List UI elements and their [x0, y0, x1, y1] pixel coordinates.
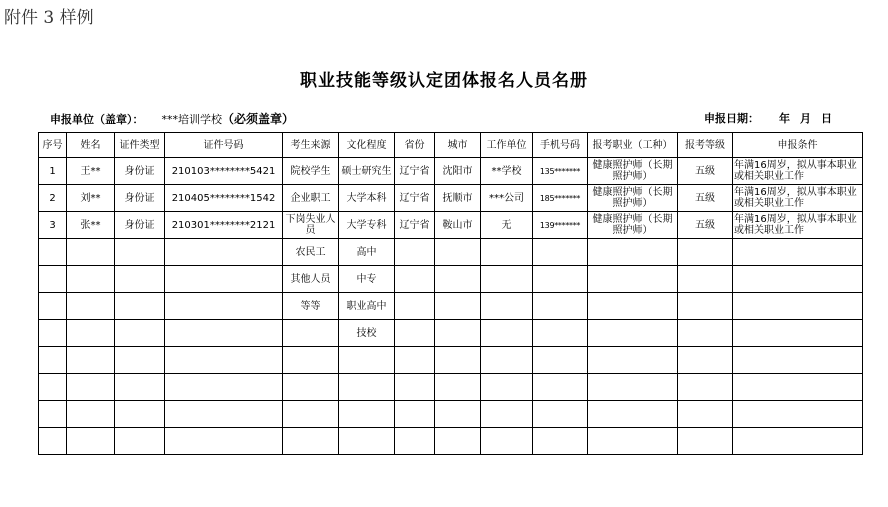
col-header: 序号	[39, 133, 67, 158]
date-day: 日	[821, 112, 832, 125]
col-header: 工作单位	[481, 133, 533, 158]
table-cell: 身份证	[115, 185, 165, 212]
table-row	[39, 158, 863, 185]
table-cell: 身份证	[115, 212, 165, 239]
table-row	[39, 401, 863, 428]
applicant-unit-row	[50, 110, 294, 127]
table-row	[39, 266, 863, 293]
table-cell: 无	[481, 212, 533, 239]
table-cell: 身份证	[115, 158, 165, 185]
date-label: 申报日期：	[704, 112, 759, 125]
education-option: 技校	[339, 320, 395, 347]
table-cell: 年满16周岁，拟从事本职业或相关职业工作	[733, 185, 863, 212]
table-cell: 鞍山市	[435, 212, 481, 239]
table-cell: **学校	[481, 158, 533, 185]
table-cell: 210103********5421	[165, 158, 283, 185]
col-header: 报考职业（工种）	[588, 133, 678, 158]
table-cell: 年满16周岁，拟从事本职业或相关职业工作	[733, 158, 863, 185]
table-row	[39, 293, 863, 320]
table-cell: 五级	[678, 158, 733, 185]
col-header: 手机号码	[533, 133, 588, 158]
source-option: 农民工	[283, 239, 339, 266]
source-option	[283, 320, 339, 347]
table-row	[39, 374, 863, 401]
table-cell: 辽宁省	[395, 158, 435, 185]
registration-table	[38, 132, 863, 455]
table-cell: 下岗失业人员	[283, 212, 339, 239]
table-cell: 辽宁省	[395, 185, 435, 212]
table-cell: 健康照护师（长期照护师）	[588, 158, 678, 185]
table-cell: 1	[39, 158, 67, 185]
table-cell: 大学专科	[339, 212, 395, 239]
table-row	[39, 212, 863, 239]
table-cell: 2	[39, 185, 67, 212]
table-cell: 185*******	[533, 185, 588, 212]
table-row	[39, 428, 863, 455]
education-option: 高中	[339, 239, 395, 266]
col-header: 考生来源	[283, 133, 339, 158]
date-month: 月	[800, 112, 811, 125]
source-option: 其他人员	[283, 266, 339, 293]
table-cell: 大学本科	[339, 185, 395, 212]
education-option: 中专	[339, 266, 395, 293]
table-cell: 139*******	[533, 212, 588, 239]
unit-label: 申报单位（盖章）：	[50, 113, 144, 126]
table-cell: 健康照护师（长期照护师）	[588, 185, 678, 212]
col-header: 申报条件	[733, 133, 863, 158]
table-cell: 3	[39, 212, 67, 239]
table-row	[39, 320, 863, 347]
table-cell: ***公司	[481, 185, 533, 212]
table-cell: 刘**	[67, 185, 115, 212]
page-title: 职业技能等级认定团体报名人员名册	[300, 71, 588, 91]
table-cell: 沈阳市	[435, 158, 481, 185]
table-cell: 健康照护师（长期照护师）	[588, 212, 678, 239]
table-cell: 王**	[67, 158, 115, 185]
table-cell: 院校学生	[283, 158, 339, 185]
col-header: 文化程度	[339, 133, 395, 158]
application-date-row	[704, 110, 832, 126]
table-row	[39, 347, 863, 374]
col-header: 城市	[435, 133, 481, 158]
table-row	[39, 239, 863, 266]
table-cell: 抚顺市	[435, 185, 481, 212]
col-header: 报考等级	[678, 133, 733, 158]
table-cell: 张**	[67, 212, 115, 239]
table-cell: 企业职工	[283, 185, 339, 212]
date-year: 年	[779, 112, 790, 125]
table-cell: 年满16周岁，拟从事本职业或相关职业工作	[733, 212, 863, 239]
table-cell: 135*******	[533, 158, 588, 185]
table-cell: 五级	[678, 185, 733, 212]
col-header: 姓名	[67, 133, 115, 158]
table-cell: 硕士研究生	[339, 158, 395, 185]
col-header: 证件号码	[165, 133, 283, 158]
col-header: 省份	[395, 133, 435, 158]
col-header: 证件类型	[115, 133, 165, 158]
table-cell: 辽宁省	[395, 212, 435, 239]
source-option: 等等	[283, 293, 339, 320]
table-cell: 五级	[678, 212, 733, 239]
table-row	[39, 185, 863, 212]
unit-note: （必须盖章）	[222, 112, 295, 126]
table-header-row	[39, 133, 863, 158]
table-cell: 210301********2121	[165, 212, 283, 239]
education-option: 职业高中	[339, 293, 395, 320]
attachment-label: 附件 3 样例	[4, 8, 94, 28]
table-cell: 210405********1542	[165, 185, 283, 212]
unit-value: ***培训学校	[161, 113, 222, 126]
